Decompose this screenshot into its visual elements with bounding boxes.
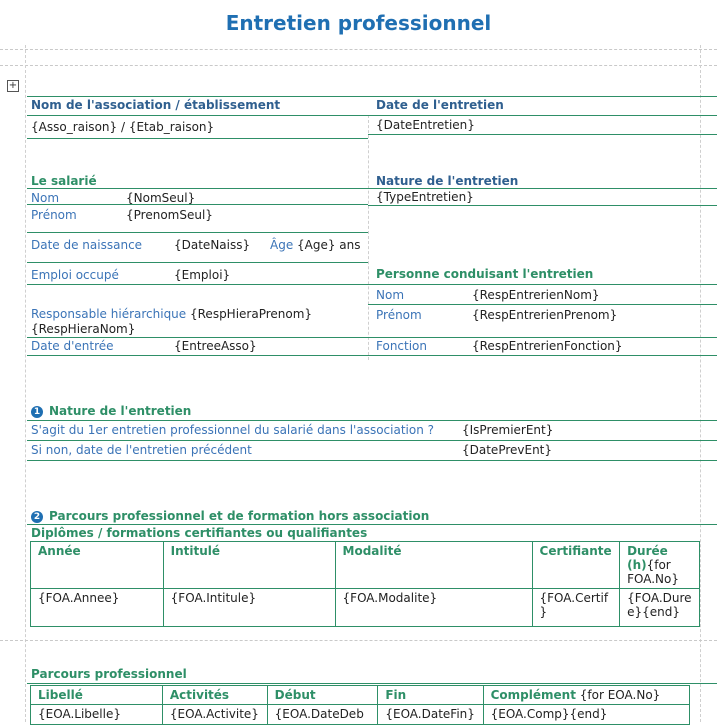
prenom-value: {PrenomSeul} (126, 208, 213, 222)
rule (368, 304, 717, 305)
col-annee: Année (31, 542, 164, 589)
cell-fin: {EOA.DateFin} (378, 705, 483, 725)
emploi-value: {Emploi} (174, 268, 231, 282)
rule (368, 355, 717, 356)
page-guide-right (700, 45, 701, 722)
col-libelle: Libellé (31, 686, 163, 705)
rule (27, 138, 368, 139)
cell-intitule: {FOA.Intitule} (163, 589, 335, 627)
column-guide (368, 115, 369, 360)
precedent-entretien-value: {DatePrevEnt} (462, 443, 553, 457)
col-fin: Fin (378, 686, 483, 705)
page-guide-left (25, 45, 26, 722)
date-entretien-value: {DateEntretien} (376, 118, 475, 132)
col-duree: Durée (h){for FOA.No} (620, 542, 700, 589)
date-entretien-label: Date de l'entretien (376, 98, 504, 112)
cell-debut: {EOA.DateDeb (267, 705, 378, 725)
col-complement: Complément {for EOA.No} (483, 686, 689, 705)
cell-annee: {FOA.Annee} (31, 589, 164, 627)
rule (27, 355, 368, 356)
nature-value: {TypeEntretien} (376, 190, 474, 204)
salarie-heading: Le salarié (31, 174, 97, 188)
entree-label: Date d'entrée (31, 339, 114, 353)
rule (368, 134, 717, 135)
section2-heading (31, 509, 429, 523)
parcours-heading: Parcours professionnel (31, 667, 187, 681)
age-value: {Age} ans (297, 238, 361, 252)
cell-modalite: {FOA.Modalite} (335, 589, 532, 627)
page-title: Entretien professionnel (225, 11, 492, 35)
rule (27, 232, 368, 233)
cell-certif: {FOA.Certif } (532, 589, 620, 627)
rule (27, 524, 717, 525)
conducteur-fonction-value: {RespEntrerienFonction} (472, 339, 623, 353)
naissance-value: {DateNaiss} (174, 238, 251, 252)
diplomes-table (30, 541, 700, 627)
section2-title: Parcours professionnel et de formation hors association (49, 509, 430, 523)
nom-label: Nom (31, 191, 60, 205)
col-duree-line2: (h){for (627, 558, 671, 572)
page-guide-mid (0, 640, 717, 641)
cell-activite: {EOA.Activite} (162, 705, 267, 725)
rule (27, 337, 368, 338)
nom-value: {NomSeul} (126, 191, 196, 205)
conducteur-prenom-label: Prénom (376, 308, 422, 322)
rule (368, 337, 717, 338)
entree-value: {EntreeAsso} (174, 339, 257, 353)
rule (27, 284, 368, 285)
col-modalite: Modalité (335, 542, 532, 589)
parcours-table (30, 685, 690, 725)
table-move-handle-icon[interactable]: + (8, 80, 18, 91)
responsable-label: Responsable hiérarchique (31, 307, 187, 321)
conducteur-heading: Personne conduisant l'entretien (376, 267, 594, 281)
rule (368, 205, 717, 206)
rule (27, 96, 717, 97)
cell-complement: {EOA.Comp}{end} (483, 705, 689, 725)
rule (27, 683, 717, 684)
section1-heading (31, 404, 191, 418)
rule (27, 262, 368, 263)
naissance-label: Date de naissance (31, 238, 143, 252)
section1-title: Nature de l'entretien (49, 404, 192, 418)
prenom-label: Prénom (31, 208, 77, 222)
rule (368, 188, 717, 189)
col-debut: Début (267, 686, 378, 705)
section2-number-badge: 2 (31, 511, 43, 523)
emploi-label: Emploi occupé (31, 268, 119, 282)
conducteur-prenom-value: {RespEntrerienPrenom} (472, 308, 618, 322)
diplomes-heading: Diplômes / formations certifiantes ou qualifiantes (31, 526, 368, 540)
col-certifiante: Certifiante (532, 542, 620, 589)
responsable-nom-value: {RespHieraNom} (31, 322, 136, 336)
page-guide-top (0, 49, 717, 50)
rule (27, 460, 717, 461)
cell-libelle: {EOA.Libelle} (31, 705, 163, 725)
page-guide-top2 (0, 65, 717, 66)
age-label: Âge (270, 238, 294, 252)
conducteur-nom-label: Nom (376, 288, 405, 302)
rule (27, 420, 717, 421)
asso-value: {Asso_raison} / {Etab_raison} (31, 120, 215, 134)
conducteur-fonction-label: Fonction (376, 339, 428, 353)
rule (27, 188, 368, 189)
precedent-entretien-question: Si non, date de l'entretien précédent (31, 443, 252, 457)
section1-number-badge: 1 (31, 406, 43, 418)
responsable-prenom-value: {RespHieraPrenom} (190, 307, 313, 321)
cell-duree: {FOA.Dure e}{end} (620, 589, 700, 627)
premier-entretien-question: S'agit du 1er entretien professionnel du salarié dans l'association ? (31, 423, 435, 437)
nature-heading: Nature de l'entretien (376, 174, 519, 188)
conducteur-nom-value: {RespEntrerienNom} (472, 288, 600, 302)
col-activites: Activités (162, 686, 267, 705)
rule (368, 284, 717, 285)
rule (27, 115, 717, 116)
rule (27, 204, 368, 205)
premier-entretien-value: {IsPremierEnt} (462, 423, 554, 437)
rule (27, 440, 717, 441)
col-intitule: Intitulé (163, 542, 335, 589)
asso-label: Nom de l'association / établissement (31, 98, 281, 112)
